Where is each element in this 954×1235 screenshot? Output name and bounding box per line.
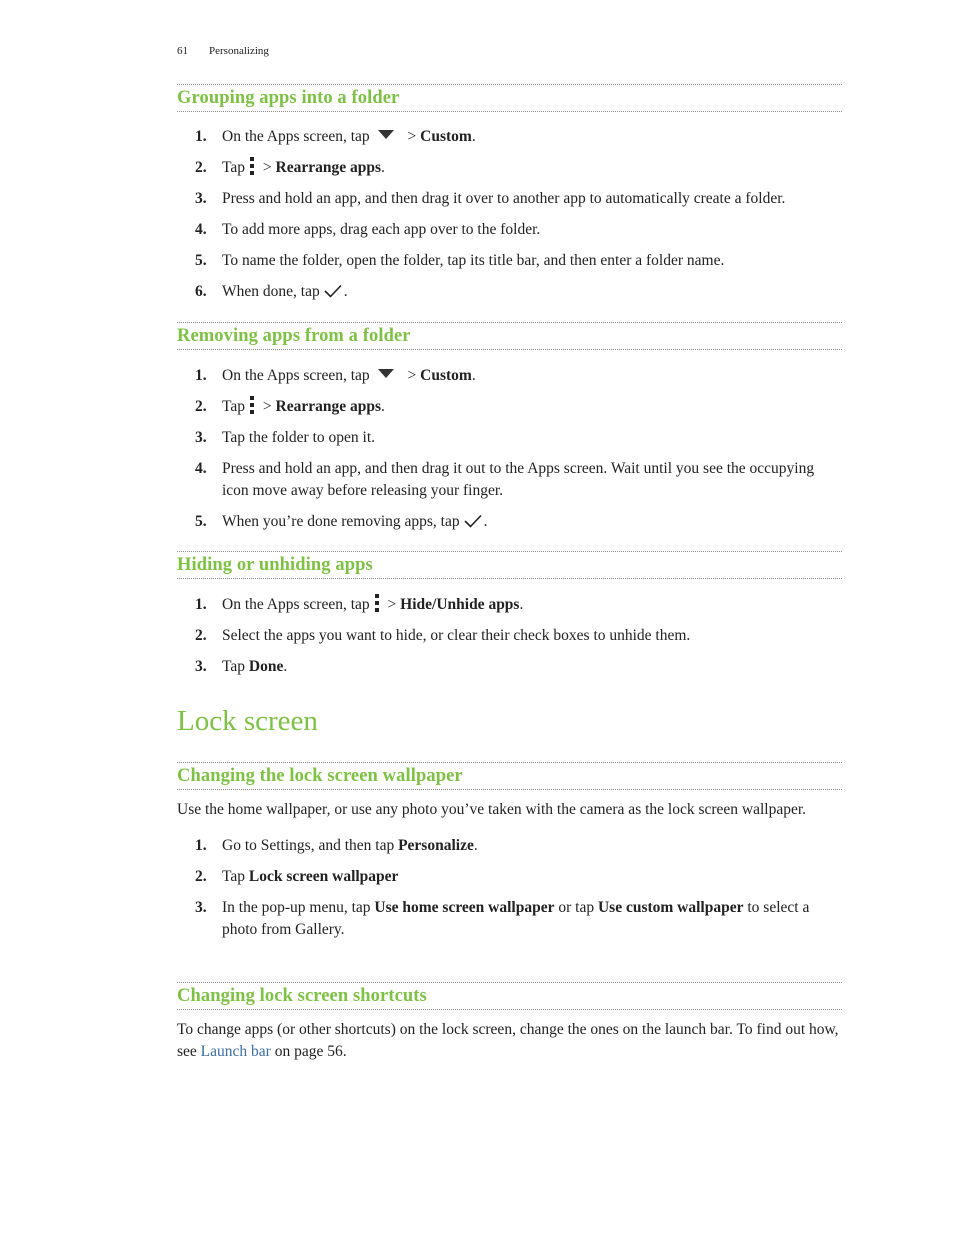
list-item: 2. Select the apps you want to hide, or clear their check boxes to unhide them. <box>195 627 691 644</box>
chapter-name: Personalizing <box>209 45 269 57</box>
list-item: 1. On the Apps screen, tap > Hide/Unhide apps. <box>195 596 524 613</box>
section-heading: Hiding or unhiding apps <box>177 551 842 579</box>
list-item: 3. Press and hold an app, and then drag it over to another app to automatically create a folder. <box>195 190 786 207</box>
shortcuts-paragraph: To change apps (or other shortcuts) on the lock screen, change the ones on the launch bar. To find out how, see Launch bar on page 56. <box>177 1021 839 1060</box>
more-vertical-icon <box>250 157 254 175</box>
list-item: 4. Press and hold an app, and then drag it out to the Apps screen. Wait until you see the occupying icon move away before releasing your finger. <box>195 460 815 499</box>
section-heading: Changing the lock screen wallpaper <box>177 762 842 790</box>
list-item: 4. To add more apps, drag each app over to the folder. <box>195 221 541 238</box>
list-item: 1. On the Apps screen, tap > Custom. <box>195 128 476 145</box>
section-heading: Removing apps from a folder <box>177 322 842 350</box>
section-grouping <box>177 84 842 312</box>
chapter-section-title: Lock screen <box>177 705 318 737</box>
list-item: 3. In the pop-up menu, tap Use home screen wallpaper or tap Use custom wallpaper to select a photo from Gallery. <box>195 899 810 938</box>
section-wallpaper <box>177 762 842 950</box>
list-item: 2. Tap > Rearrange apps. <box>195 398 385 415</box>
list-item: 1. Go to Settings, and then tap Personalize. <box>195 837 478 854</box>
more-vertical-icon <box>250 396 254 414</box>
more-vertical-icon <box>375 594 379 612</box>
section-hiding <box>177 551 842 687</box>
steps-list <box>177 594 842 678</box>
intro-paragraph: Use the home wallpaper, or use any photo you’ve taken with the camera as the lock screen wallpaper. <box>177 801 807 818</box>
launch-bar-link[interactable]: Launch bar <box>200 1043 271 1060</box>
list-item: 5. When you’re done removing apps, tap . <box>195 513 488 530</box>
dropdown-triangle-icon <box>378 369 394 378</box>
list-item: 3. Tap the folder to open it. <box>195 429 376 446</box>
section-heading: Grouping apps into a folder <box>177 84 842 112</box>
list-item: 3. Tap Done. <box>195 658 288 675</box>
section-removing <box>177 322 842 542</box>
steps-list <box>177 835 842 941</box>
dropdown-triangle-icon <box>378 130 394 139</box>
checkmark-icon <box>464 514 482 528</box>
checkmark-icon <box>324 284 342 298</box>
list-item: 2. Tap Lock screen wallpaper <box>195 868 399 885</box>
steps-list <box>177 126 842 303</box>
list-item: 6. When done, tap . <box>195 283 348 300</box>
list-item: 2. Tap > Rearrange apps. <box>195 159 385 176</box>
list-item: 5. To name the folder, open the folder, tap its title bar, and then enter a folder name. <box>195 252 725 269</box>
list-item: 1. On the Apps screen, tap > Custom. <box>195 367 476 384</box>
page-number: 61 <box>177 45 188 57</box>
steps-list <box>177 365 842 533</box>
running-header <box>177 45 269 57</box>
section-shortcuts <box>177 982 842 1063</box>
section-heading: Changing lock screen shortcuts <box>177 982 842 1010</box>
